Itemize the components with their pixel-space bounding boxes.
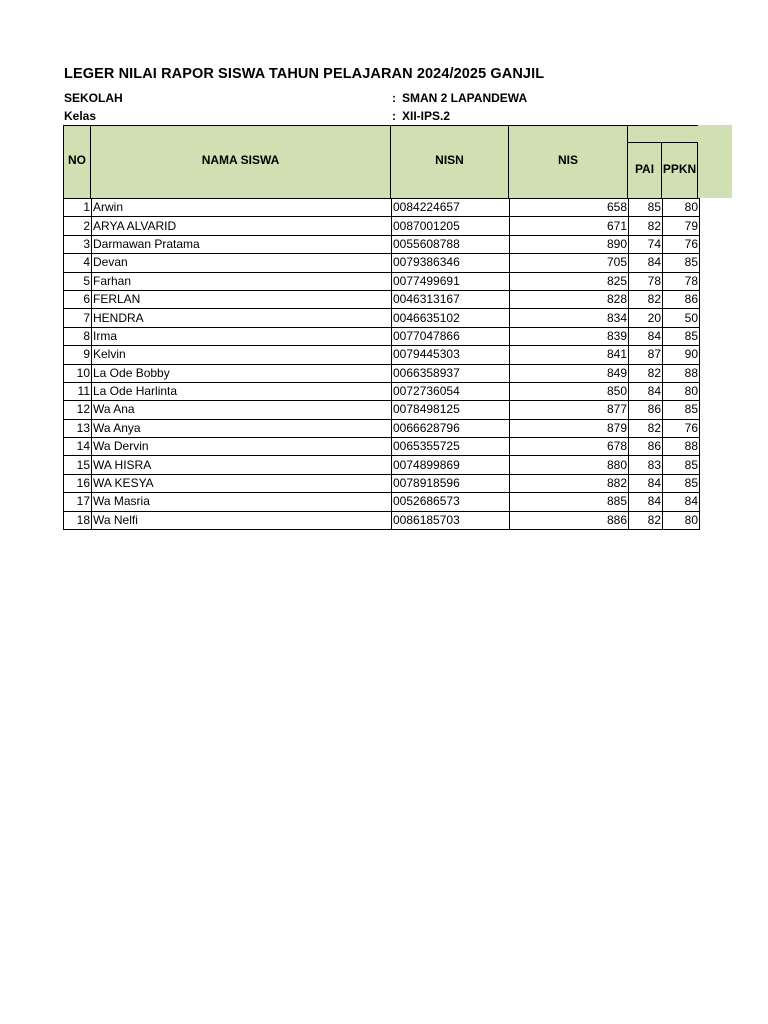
page-title: LEGER NILAI RAPOR SISWA TAHUN PELAJARAN 2024/2025 GANJIL xyxy=(64,66,545,82)
cell-pai: 86 xyxy=(629,401,663,419)
cell-name: Irma xyxy=(92,327,392,345)
table-row xyxy=(64,382,700,400)
cell-no: 15 xyxy=(64,456,92,474)
cell-nis: 825 xyxy=(510,272,629,290)
cell-ppkn: 90 xyxy=(663,346,700,364)
cell-name: Devan xyxy=(92,254,392,272)
cell-no: 11 xyxy=(64,382,92,400)
cell-pai: 84 xyxy=(629,327,663,345)
cell-pai: 87 xyxy=(629,346,663,364)
header-name: NAMA SISWA xyxy=(201,153,280,167)
table-row xyxy=(64,364,700,382)
cell-pai: 85 xyxy=(629,199,663,217)
cell-name: FERLAN xyxy=(92,290,392,308)
cell-ppkn: 84 xyxy=(663,493,700,511)
cell-nisn: 0077047866 xyxy=(392,327,510,345)
cell-nisn: 0066628796 xyxy=(392,419,510,437)
cell-pai: 86 xyxy=(629,438,663,456)
cell-nisn: 0086185703 xyxy=(392,511,510,529)
table-row xyxy=(64,346,700,364)
cell-ppkn: 80 xyxy=(663,511,700,529)
cell-no: 4 xyxy=(64,254,92,272)
cell-pai: 82 xyxy=(629,364,663,382)
cell-name: Kelvin xyxy=(92,346,392,364)
table-row xyxy=(64,309,700,327)
table-row xyxy=(64,419,700,437)
cell-nisn: 0046313167 xyxy=(392,290,510,308)
class-value-wrap xyxy=(392,109,450,123)
cell-nis: 828 xyxy=(510,290,629,308)
cell-ppkn: 85 xyxy=(663,456,700,474)
cell-nis: 849 xyxy=(510,364,629,382)
cell-name: La Ode Harlinta xyxy=(92,382,392,400)
cell-name: WA HISRA xyxy=(92,456,392,474)
cell-ppkn: 80 xyxy=(663,199,700,217)
cell-pai: 82 xyxy=(629,419,663,437)
table-row xyxy=(64,327,700,345)
cell-nisn: 0078918596 xyxy=(392,474,510,492)
grades-table-body xyxy=(64,199,700,530)
table-row xyxy=(64,217,700,235)
cell-nis: 658 xyxy=(510,199,629,217)
cell-name: Farhan xyxy=(92,272,392,290)
cell-name: Wa Ana xyxy=(92,401,392,419)
cell-ppkn: 50 xyxy=(663,309,700,327)
cell-nisn: 0046635102 xyxy=(392,309,510,327)
cell-nis: 882 xyxy=(510,474,629,492)
cell-name: HENDRA xyxy=(92,309,392,327)
cell-nis: 705 xyxy=(510,254,629,272)
cell-name: La Ode Bobby xyxy=(92,364,392,382)
subjects-divider xyxy=(628,142,698,143)
table-row xyxy=(64,254,700,272)
cell-no: 3 xyxy=(64,235,92,253)
school-value-wrap xyxy=(392,91,527,105)
table-row xyxy=(64,235,700,253)
cell-pai: 82 xyxy=(629,511,663,529)
cell-nis: 886 xyxy=(510,511,629,529)
cell-pai: 78 xyxy=(629,272,663,290)
cell-ppkn: 85 xyxy=(663,401,700,419)
class-value: XII-IPS.2 xyxy=(402,109,451,123)
header-nis: NIS xyxy=(557,153,578,167)
cell-nisn: 0066358937 xyxy=(392,364,510,382)
cell-ppkn: 85 xyxy=(663,327,700,345)
cell-nis: 671 xyxy=(510,217,629,235)
cell-pai: 20 xyxy=(629,309,663,327)
cell-pai: 84 xyxy=(629,474,663,492)
cell-nis: 850 xyxy=(510,382,629,400)
cell-nis: 834 xyxy=(510,309,629,327)
cell-name: Wa Dervin xyxy=(92,438,392,456)
table-row xyxy=(64,474,700,492)
cell-no: 10 xyxy=(64,364,92,382)
table-row xyxy=(64,456,700,474)
cell-ppkn: 85 xyxy=(663,254,700,272)
cell-no: 7 xyxy=(64,309,92,327)
cell-pai: 84 xyxy=(629,493,663,511)
table-row xyxy=(64,272,700,290)
table-row xyxy=(64,493,700,511)
cell-no: 8 xyxy=(64,327,92,345)
cell-nisn: 0072736054 xyxy=(392,382,510,400)
cell-ppkn: 86 xyxy=(663,290,700,308)
cell-pai: 84 xyxy=(629,382,663,400)
cell-ppkn: 76 xyxy=(663,419,700,437)
subjects-top-border xyxy=(628,125,698,126)
table-row xyxy=(64,511,700,529)
cell-nisn: 0077499691 xyxy=(392,272,510,290)
header-ppkn: PPKN xyxy=(662,162,697,176)
cell-nis: 839 xyxy=(510,327,629,345)
header-nisn: NISN xyxy=(435,153,464,167)
cell-no: 5 xyxy=(64,272,92,290)
grades-table xyxy=(63,198,700,530)
cell-nisn: 0084224657 xyxy=(392,199,510,217)
cell-pai: 82 xyxy=(629,217,663,235)
cell-ppkn: 79 xyxy=(663,217,700,235)
cell-no: 6 xyxy=(64,290,92,308)
cell-ppkn: 78 xyxy=(663,272,700,290)
cell-ppkn: 88 xyxy=(663,438,700,456)
cell-pai: 74 xyxy=(629,235,663,253)
cell-name: Darmawan Pratama xyxy=(92,235,392,253)
cell-nisn: 0078498125 xyxy=(392,401,510,419)
cell-nisn: 0065355725 xyxy=(392,438,510,456)
cell-nis: 890 xyxy=(510,235,629,253)
cell-no: 12 xyxy=(64,401,92,419)
cell-name: Wa Masria xyxy=(92,493,392,511)
cell-ppkn: 85 xyxy=(663,474,700,492)
cell-nis: 885 xyxy=(510,493,629,511)
cell-pai: 82 xyxy=(629,290,663,308)
cell-name: Wa Anya xyxy=(92,419,392,437)
cell-name: Arwin xyxy=(92,199,392,217)
cell-ppkn: 88 xyxy=(663,364,700,382)
cell-no: 14 xyxy=(64,438,92,456)
class-label: Kelas xyxy=(64,109,97,123)
cell-nisn: 0052686573 xyxy=(392,493,510,511)
table-row xyxy=(64,438,700,456)
cell-nisn: 0055608788 xyxy=(392,235,510,253)
cell-no: 9 xyxy=(64,346,92,364)
cell-nis: 879 xyxy=(510,419,629,437)
header-top-border xyxy=(63,125,628,126)
header-no: NO xyxy=(68,153,86,167)
cell-name: WA KESYA xyxy=(92,474,392,492)
cell-name: Wa Nelfi xyxy=(92,511,392,529)
cell-pai: 83 xyxy=(629,456,663,474)
table-row xyxy=(64,199,700,217)
table-row xyxy=(64,401,700,419)
table-row xyxy=(64,290,700,308)
cell-nis: 841 xyxy=(510,346,629,364)
cell-nis: 678 xyxy=(510,438,629,456)
cell-name: ARYA ALVARID xyxy=(92,217,392,235)
cell-nisn: 0087001205 xyxy=(392,217,510,235)
cell-nisn: 0074899869 xyxy=(392,456,510,474)
cell-nis: 877 xyxy=(510,401,629,419)
class-colon: : xyxy=(392,109,396,123)
cell-no: 2 xyxy=(64,217,92,235)
header-pai: PAI xyxy=(634,162,655,176)
cell-ppkn: 80 xyxy=(663,382,700,400)
cell-ppkn: 76 xyxy=(663,235,700,253)
header-border-ppkn xyxy=(697,142,698,198)
cell-no: 13 xyxy=(64,419,92,437)
cell-nisn: 0079386346 xyxy=(392,254,510,272)
cell-pai: 84 xyxy=(629,254,663,272)
cell-no: 1 xyxy=(64,199,92,217)
school-label: SEKOLAH xyxy=(64,91,123,105)
school-colon: : xyxy=(392,91,396,105)
cell-no: 16 xyxy=(64,474,92,492)
cell-no: 17 xyxy=(64,493,92,511)
cell-no: 18 xyxy=(64,511,92,529)
cell-nis: 880 xyxy=(510,456,629,474)
school-value: SMAN 2 LAPANDEWA xyxy=(402,91,528,105)
cell-nisn: 0079445303 xyxy=(392,346,510,364)
